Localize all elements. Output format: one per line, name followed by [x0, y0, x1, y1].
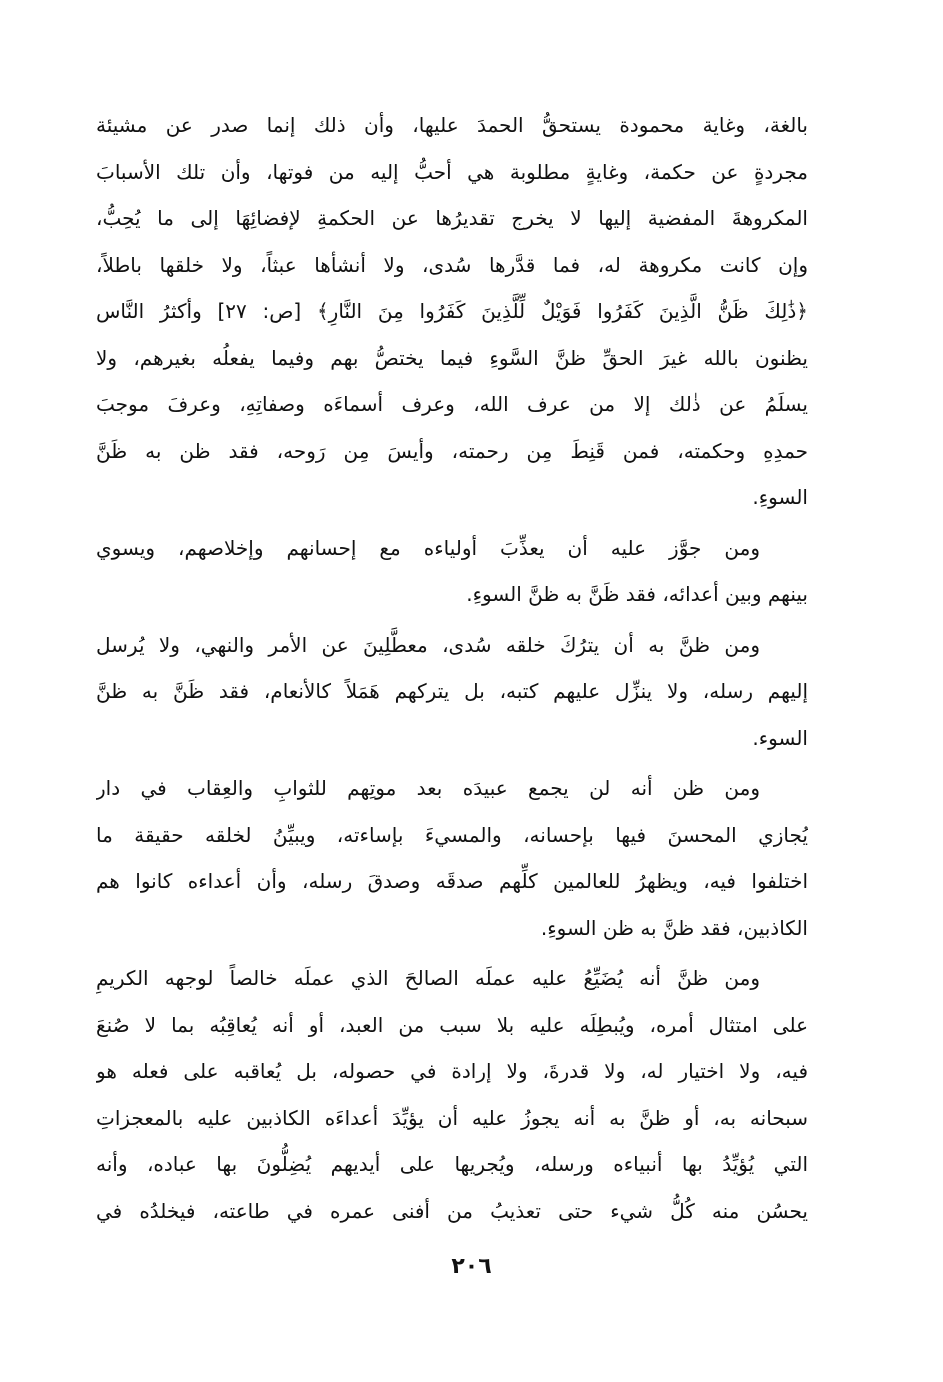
text-line: على امتثال أمره، ويُبطِلَه عليه بلا سبب من العبد، أو أنه يُعاقِبُه بما لا صُنعَ: [96, 1012, 808, 1037]
page-body: [96, 102, 808, 1234]
text-line: بينهم وبين أعدائه، فقد ظَنَّ به ظنَّ السوءِ.: [466, 582, 808, 606]
text-line: التي يُؤيِّدُ بها أنبياءه ورسله، ويُجريها على أيديهم يُضِلُّونَ بها عباده، وأنه: [96, 1152, 808, 1176]
text-line: الكاذبين، فقد ظنَّ به ظن السوءِ.: [540, 915, 808, 940]
text-line: مجردةٍ عن حكمة، وغايةٍ مطلوبة هي أحبُّ إليه من فوتها، وأن تلك الأسبابَ: [96, 159, 808, 184]
paragraph: [96, 102, 808, 521]
text-line: المكروهةَ المفضية إليها لا يخرج تقديرُها عن الحكمةِ لإفضائِهَا إلى ما يُحِبُّ،: [96, 206, 808, 230]
quran-verse-line: ﴿ذَٰلِكَ ظَنُّ الَّذِينَ كَفَرُوا فَوَيْلٌ لِّلَّذِينَ كَفَرُوا مِنَ النَّارِ﴾ [ص: ٢٧] وأكثرُ النَّاس: [96, 299, 808, 323]
text-line: اختلفوا فيه، ويظهرُ للعالمين كلِّهم صدقَه وصدقَ رسله، وأن أعداءه كانوا هم: [96, 869, 808, 893]
paragraph: [96, 765, 808, 951]
text-line: وإن كانت مكروهة له، فما قدَّرها سُدى، ولا أنشأها عبثاً، ولا خلقها باطلاً،: [96, 252, 808, 277]
text-line: فيه، ولا اختيار له، ولا قدرةَ، ولا إرادة في حصوله، بل يُعاقبه على فعله هو: [96, 1059, 808, 1083]
paragraph: [96, 622, 808, 762]
text-line: حمدِهِ وحكمته، فمن قَنِطَ مِن رحمته، وأيسَ مِن رَوحه، فقد ظن به ظَنَّ: [96, 438, 808, 463]
paragraph: [96, 955, 808, 1234]
text-line: سبحانه به، أو ظنَّ به أنه يجوزُ عليه أن يؤيِّدَ أعداءَه الكاذبين عليه بالمعجزاتِ: [96, 1105, 808, 1130]
text-line: يُجازي المحسنَ فيها بإحسانه، والمسيءَ بإساءته، ويبيِّنُ لخلقه حقيقة ما: [96, 822, 808, 847]
text-line: بالغة، وغاية محمودة يستحقُّ الحمدَ عليها، وأن ذلك إنما صدر عن مشيئة: [96, 113, 808, 137]
text-line: ومن ظنَّ أنه يُضَيِّعُ عليه عملَه الصالحَ الذي عملَه خالصاً لوجهه الكريمِ: [96, 966, 760, 990]
text-line: السوء.: [752, 725, 808, 750]
text-line: يحسُن منه كُلُّ شيء حتى تعذيبُ من أفنى عمره في طاعته، فيخلدُه في: [96, 1198, 808, 1223]
text-line: إليهم رسله، ولا ينزِّل عليهم كتبه، بل يتركهم هَمَلاً كالأنعام، فقد ظَنَّ به ظنَّ: [96, 679, 808, 703]
text-line: ومن ظنَّ به أن يترُكَ خلقه سُدى، معطَّلِينَ عن الأمر والنهي، ولا يُرسل: [96, 632, 760, 657]
page-number: ٢٠٦: [451, 1254, 492, 1279]
text-line: السوءِ.: [752, 485, 808, 509]
paragraph: [96, 525, 808, 618]
text-line: ومن ظن أنه لن يجمع عبيدَه بعد موتِهم للثوابِ والعِقاب في دار: [96, 776, 760, 800]
text-line: يسلَمُ عن ذٰلك إلا من عرف الله، وعرف أسماءَه وصفاتِهِ، وعرفَ موجبَ: [96, 392, 808, 416]
text-line: ومن جوَّز عليه أن يعذِّبَ أولياءه مع إحسانهم وإخلاصهم، ويسوي: [96, 535, 760, 560]
text-line: يظنون بالله غيرَ الحقِّ ظنَّ السَّوءِ فيما يختصُّ بهم وفيما يفعلُه بغيرهم، ولا: [96, 345, 808, 370]
